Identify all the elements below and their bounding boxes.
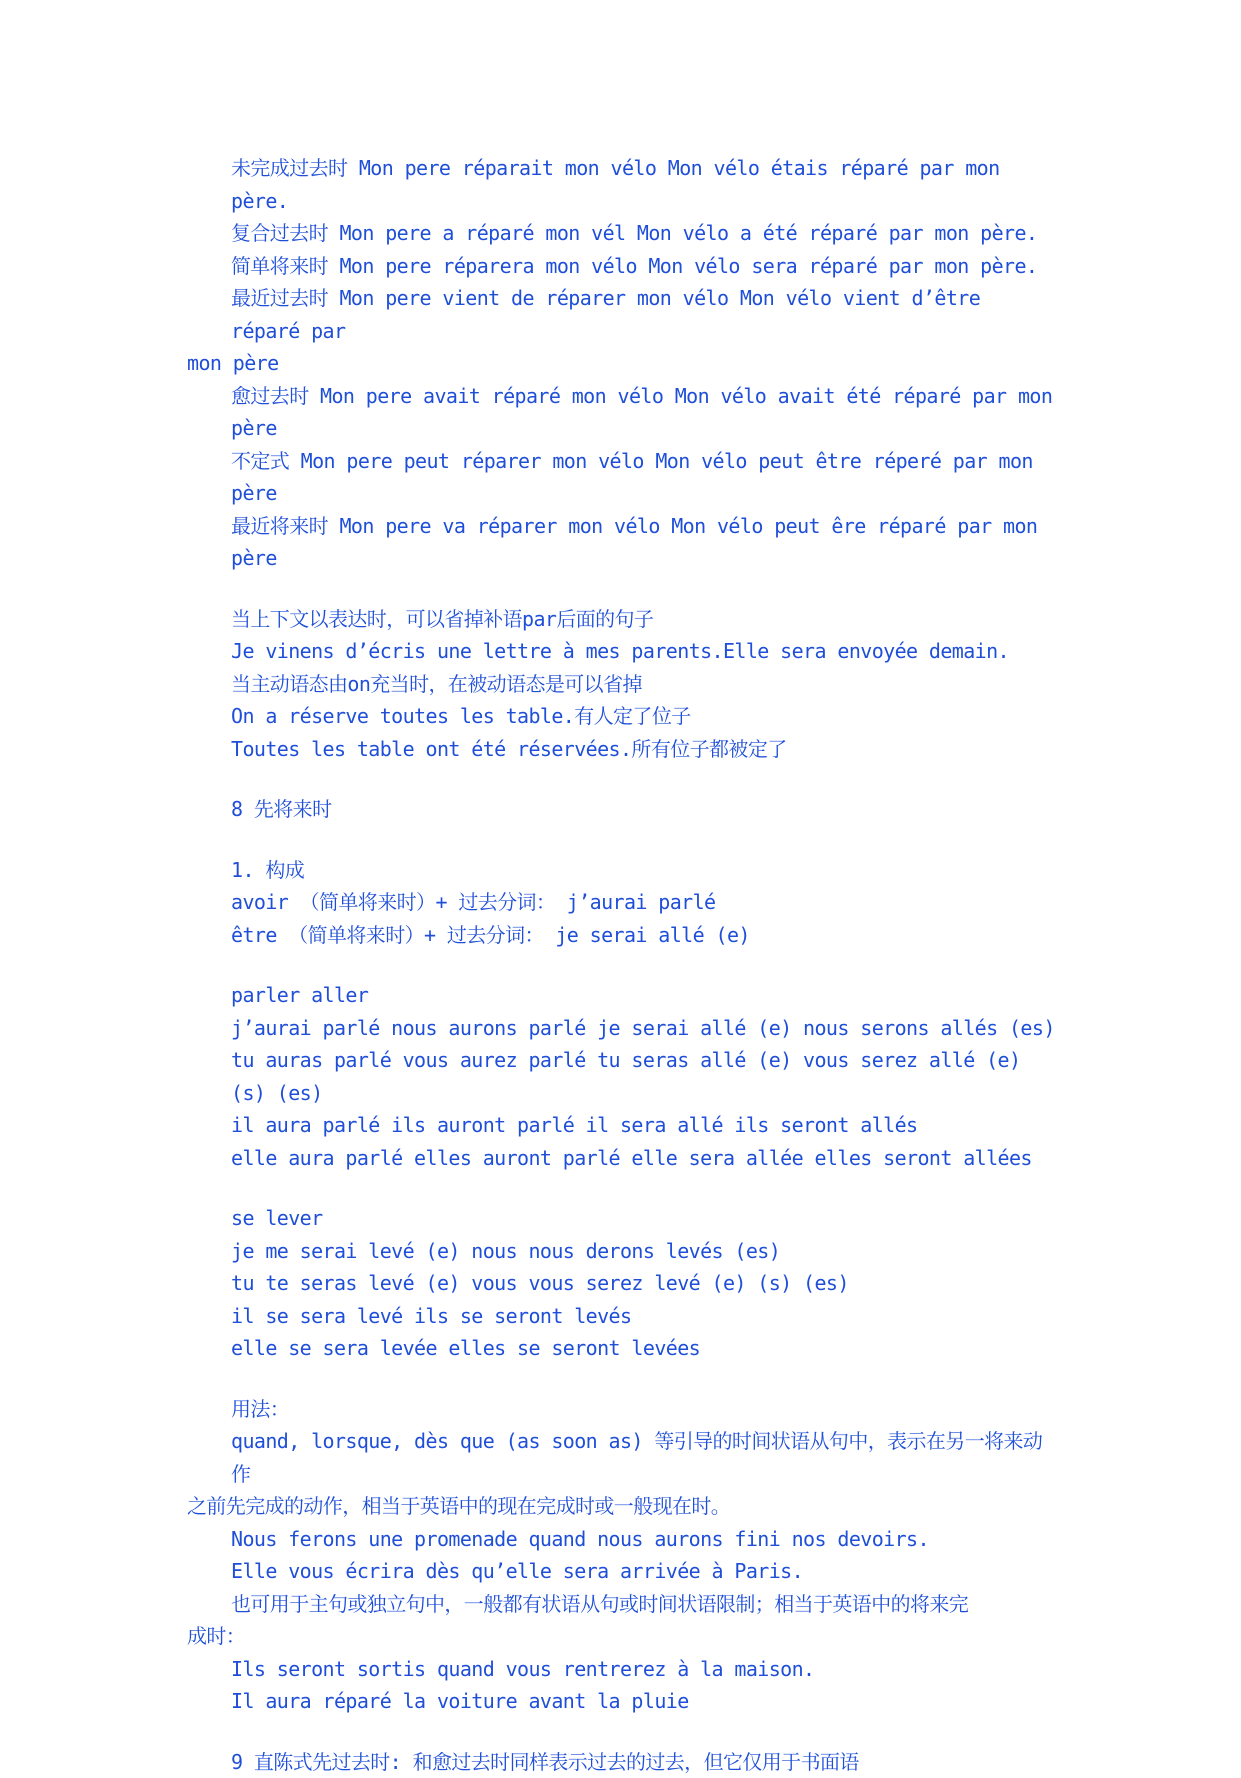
text-line: Elle vous écrira dès qu’elle sera arrivée à Paris. xyxy=(187,1555,1057,1588)
text-line: il aura parlé ils auront parlé il sera allé ils seront allés xyxy=(187,1109,1057,1142)
text-line: se lever xyxy=(187,1202,1057,1235)
paragraph-block-heading-8 xyxy=(187,793,1057,826)
paragraph-gap xyxy=(187,1365,1057,1393)
text-line-continuation: 之前先完成的动作，相当于英语中的现在完成时或一般现在时。 xyxy=(187,1490,1057,1523)
text-line: Il aura réparé la voiture avant la pluie xyxy=(187,1685,1057,1718)
text-line: 未完成过去时 Mon pere réparait mon vélo Mon vélo étais réparé par mon père. xyxy=(187,152,1057,217)
text-line: 8 先将来时 xyxy=(187,793,1057,826)
text-line: quand, lorsque, dès que (as soon as) 等引导的时间状语从句中，表示在另一将来动作 xyxy=(187,1425,1057,1490)
text-line: tu auras parlé vous aurez parlé tu seras allé (e) vous serez allé (e) (s) (es) xyxy=(187,1044,1057,1109)
paragraph-gap xyxy=(187,951,1057,979)
text-line-continuation: 成时： xyxy=(187,1620,1057,1653)
text-line: 9 直陈式先过去时: 和愈过去时同样表示过去的过去，但它仅用于书面语 xyxy=(187,1746,1057,1778)
paragraph-block-se-lever xyxy=(187,1202,1057,1365)
text-line: 1. 构成 xyxy=(187,854,1057,887)
text-line: Toutes les table ont été réservées.所有位子都被定了 xyxy=(187,733,1057,766)
text-line: 当上下文以表达时，可以省掉补语par后面的句子 xyxy=(187,603,1057,636)
text-line: 最近过去时 Mon pere vient de réparer mon vélo Mon vélo vient d’être réparé par xyxy=(187,282,1057,347)
paragraph-block-parler-aller xyxy=(187,979,1057,1174)
text-line: 不定式 Mon pere peut réparer mon vélo Mon vélo peut être réperé par mon père xyxy=(187,445,1057,510)
text-line: parler aller xyxy=(187,979,1057,1012)
text-line: 复合过去时 Mon pere a réparé mon vél Mon vélo a été réparé par mon père. xyxy=(187,217,1057,250)
text-line: Ils seront sortis quand vous rentrerez à la maison. xyxy=(187,1653,1057,1686)
text-line: Je vinens d’écris une lettre à mes parents.Elle sera envoyée demain. xyxy=(187,635,1057,668)
text-line: elle aura parlé elles auront parlé elle sera allée elles seront allées xyxy=(187,1142,1057,1175)
text-line: On a réserve toutes les table.有人定了位子 xyxy=(187,700,1057,733)
paragraph-block-omit-par xyxy=(187,603,1057,766)
text-line: je me serai levé (e) nous nous derons levés (es) xyxy=(187,1235,1057,1268)
text-line: il se sera levé ils se seront levés xyxy=(187,1300,1057,1333)
paragraph-gap xyxy=(187,575,1057,603)
paragraph-block-formation xyxy=(187,854,1057,952)
text-line: j’aurai parlé nous aurons parlé je serai allé (e) nous serons allés (es) xyxy=(187,1012,1057,1045)
text-line: 愈过去时 Mon pere avait réparé mon vélo Mon vélo avait été réparé par mon père xyxy=(187,380,1057,445)
paragraph-gap xyxy=(187,1174,1057,1202)
document-body xyxy=(187,152,1057,1778)
text-line: tu te seras levé (e) vous vous serez levé (e) (s) (es) xyxy=(187,1267,1057,1300)
text-line: être （简单将来时）+ 过去分词： je serai allé (e) xyxy=(187,919,1057,952)
text-line: 也可用于主句或独立句中，一般都有状语从句或时间状语限制；相当于英语中的将来完 xyxy=(187,1588,1057,1621)
text-line: 当主动语态由on充当时，在被动语态是可以省掉 xyxy=(187,668,1057,701)
text-line: elle se sera levée elles se seront levées xyxy=(187,1332,1057,1365)
text-line-continuation: mon père xyxy=(187,347,1057,380)
text-line: avoir （简单将来时）+ 过去分词： j’aurai parlé xyxy=(187,886,1057,919)
paragraph-gap xyxy=(187,826,1057,854)
text-line: 用法： xyxy=(187,1393,1057,1426)
paragraph-block-usage xyxy=(187,1393,1057,1718)
paragraph-block-heading-9 xyxy=(187,1746,1057,1778)
paragraph-gap xyxy=(187,1718,1057,1746)
paragraph-block-passive-tenses xyxy=(187,152,1057,575)
text-line: 最近将来时 Mon pere va réparer mon vélo Mon vélo peut êre réparé par mon père xyxy=(187,510,1057,575)
text-line: Nous ferons une promenade quand nous aurons fini nos devoirs. xyxy=(187,1523,1057,1556)
paragraph-gap xyxy=(187,765,1057,793)
text-line: 简单将来时 Mon pere réparera mon vélo Mon vélo sera réparé par mon père. xyxy=(187,250,1057,283)
